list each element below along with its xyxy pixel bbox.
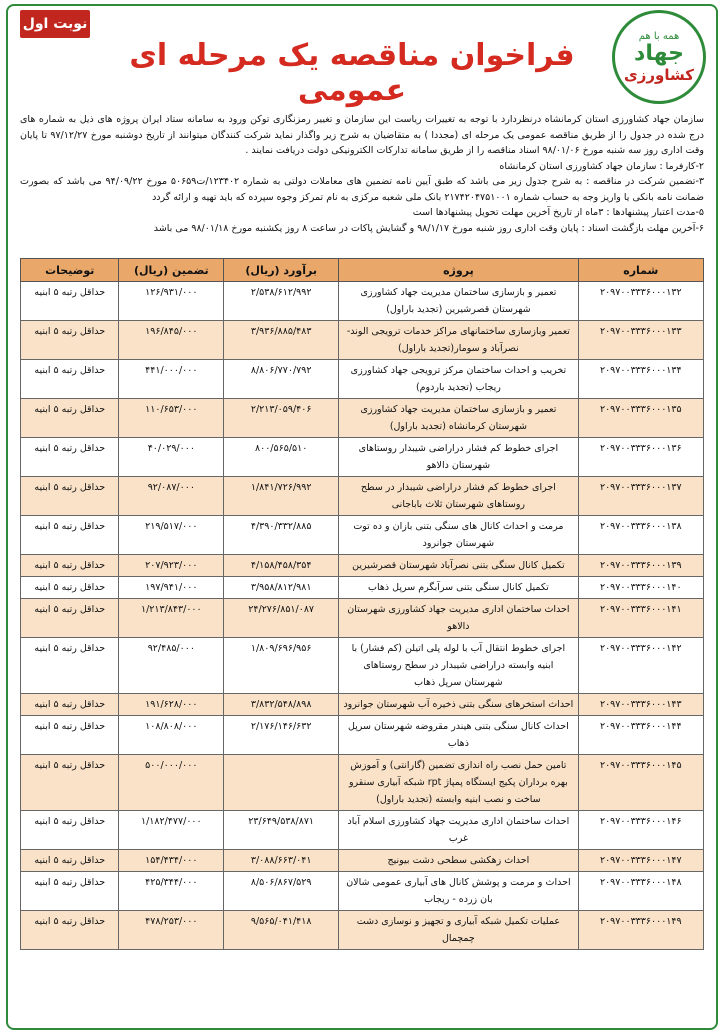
row-estimate: ۱/۸۴۱/۷۲۶/۹۹۲: [224, 477, 339, 516]
row-number: ۲۰۹۷۰۰۳۳۳۶۰۰۰۱۳۸: [578, 516, 703, 555]
row-estimate: ۲۴/۲۷۶/۸۵۱/۰۸۷: [224, 599, 339, 638]
intro-paragraph: ۶-آخرین مهلت بازگشت اسناد : پایان وقت اداری روز شنبه مورخ ۹۸/۱/۱۷ و گشایش پاکات در ساعت ۸ روز یکشنبه مورخ ۹۸/۰۱/۱۸ می باشد: [153, 222, 704, 234]
row-number: ۲۰۹۷۰۰۳۳۳۶۰۰۰۱۳۶: [578, 438, 703, 477]
table-row: [21, 577, 704, 599]
row-notes: حداقل رتبه ۵ ابنیه: [21, 911, 119, 950]
intro-text: [20, 112, 704, 236]
table-row: [21, 399, 704, 438]
logo-main-text: جهاد: [634, 40, 684, 66]
row-project: مرمت و احداث کانال های سنگی بتنی بازان و ده توت شهرستان جوانرود: [339, 516, 578, 555]
row-number: ۲۰۹۷۰۰۳۳۳۶۰۰۰۱۳۹: [578, 555, 703, 577]
row-number: ۲۰۹۷۰۰۳۳۳۶۰۰۰۱۳۷: [578, 477, 703, 516]
row-notes: حداقل رتبه ۵ ابنیه: [21, 399, 119, 438]
row-estimate: ۳/۸۳۲/۵۴۸/۸۹۸: [224, 694, 339, 716]
row-notes: حداقل رتبه ۵ ابنیه: [21, 872, 119, 911]
row-notes: حداقل رتبه ۵ ابنیه: [21, 577, 119, 599]
row-guarantee: ۴۷۸/۲۵۳/۰۰۰: [119, 911, 224, 950]
row-guarantee: ۱۲۶/۹۳۱/۰۰۰: [119, 282, 224, 321]
table-row: [21, 599, 704, 638]
row-guarantee: ۲۰۷/۹۲۳/۰۰۰: [119, 555, 224, 577]
row-notes: حداقل رتبه ۵ ابنیه: [21, 694, 119, 716]
row-notes: حداقل رتبه ۵ ابنیه: [21, 438, 119, 477]
header-guarantee: تضمین (ریال): [119, 259, 224, 282]
row-number: ۲۰۹۷۰۰۳۳۳۶۰۰۰۱۴۳: [578, 694, 703, 716]
row-notes: حداقل رتبه ۵ ابنیه: [21, 360, 119, 399]
row-number: ۲۰۹۷۰۰۳۳۳۶۰۰۰۱۳۵: [578, 399, 703, 438]
row-project: احداث زهکشی سطحی دشت بیونیج: [339, 850, 578, 872]
row-guarantee: ۴۲۵/۳۴۴/۰۰۰: [119, 872, 224, 911]
header-number: شماره: [578, 259, 703, 282]
row-project: احداث کانال سنگی بتنی هیندر مقروضه شهرستان سرپل ذهاب: [339, 716, 578, 755]
table-row: [21, 911, 704, 950]
row-estimate: ۴/۱۵۸/۴۵۸/۳۵۴: [224, 555, 339, 577]
table-row: [21, 321, 704, 360]
row-project: تکمیل کانال سنگی بتنی نصرآباد شهرستان قصرشیرین: [339, 555, 578, 577]
table-header-row: [21, 259, 704, 282]
table-row: [21, 638, 704, 694]
row-notes: حداقل رتبه ۵ ابنیه: [21, 850, 119, 872]
intro-paragraph: ۳-تضمین شرکت در مناقصه : به شرح جدول زیر می باشد که طبق آیین نامه تضمین های معاملات دولتی به شماره ۱۲۳۴۰۲/ت۵۰۶۵۹ مورخ ۹۴/۰۹/۲۲ می باشد که بصورت ضمانت نامه بانکی یا واریز وجه به حساب شماره ۲۱۷۴۲۰۴۷۵۱۰۰۱ بانک ملی شعبه مرکزی به نام تمرکز وجوه سپرده که باید تهیه و ارائه گردد: [20, 176, 704, 203]
row-guarantee: ۱۹۶/۸۴۵/۰۰۰: [119, 321, 224, 360]
table-row: [21, 811, 704, 850]
row-number: ۲۰۹۷۰۰۳۳۳۶۰۰۰۱۴۸: [578, 872, 703, 911]
row-project: احداث استخرهای سنگی بتنی ذخیره آب شهرستان جوانرود: [339, 694, 578, 716]
row-estimate: ۲۳/۶۴۹/۵۳۸/۸۷۱: [224, 811, 339, 850]
row-project: تخریب و احداث ساختمان مرکز ترویجی جهاد کشاورزی ریجاب (تجدید باردوم): [339, 360, 578, 399]
header-estimate: برآورد (ریال): [224, 259, 339, 282]
row-notes: حداقل رتبه ۵ ابنیه: [21, 755, 119, 811]
row-number: ۲۰۹۷۰۰۳۳۳۶۰۰۰۱۳۴: [578, 360, 703, 399]
row-number: ۲۰۹۷۰۰۳۳۳۶۰۰۰۱۴۵: [578, 755, 703, 811]
table-row: [21, 694, 704, 716]
row-project: اجرای خطوط انتقال آب با لوله پلی اتیلن (کم فشار) با ابنیه وابسته دراراضی شیبدار در سطح روستاهای شهرستان سرپل ذهاب: [339, 638, 578, 694]
row-project: اجرای خطوط کم فشار دراراضی شیبدار در سطح روستاهای شهرستان ثلاث باباجانی: [339, 477, 578, 516]
table-row: [21, 438, 704, 477]
row-guarantee: ۴۰/۰۲۹/۰۰۰: [119, 438, 224, 477]
row-number: ۲۰۹۷۰۰۳۳۳۶۰۰۰۱۳۲: [578, 282, 703, 321]
row-guarantee: ۱۱۰/۶۵۳/۰۰۰: [119, 399, 224, 438]
row-guarantee: ۹۲/۰۸۷/۰۰۰: [119, 477, 224, 516]
row-notes: حداقل رتبه ۵ ابنیه: [21, 477, 119, 516]
row-project: تعمیر وبازسازی ساختمانهای مراکز خدمات ترویجی الوند- نصرآباد و سومار(تجدید باراول): [339, 321, 578, 360]
row-notes: حداقل رتبه ۵ ابنیه: [21, 555, 119, 577]
row-number: ۲۰۹۷۰۰۳۳۳۶۰۰۰۱۴۶: [578, 811, 703, 850]
table-row: [21, 516, 704, 555]
row-estimate: ۹/۵۶۵/۰۴۱/۴۱۸: [224, 911, 339, 950]
row-number: ۲۰۹۷۰۰۳۳۳۶۰۰۰۱۴۲: [578, 638, 703, 694]
table-row: [21, 477, 704, 516]
table-row: [21, 872, 704, 911]
row-project: اجرای خطوط کم فشار دراراضی شیبدار روستاهای شهرستان دالاهو: [339, 438, 578, 477]
intro-paragraph: سازمان جهاد کشاورزی استان کرمانشاه درنظردارد با توجه به تغییرات ریاست این سازمان و تغییر رمزنگاری توکن ورود به سامانه ستاد ایران پروژه های ذیل به شماره های درج شده در جدول را از طریق مناقصه عمومی یک مرحله ای (مجددا ) به متقاضیان به شرح زیر واگذار نماید شرکت کنندگان میتوانند از تاریخ دوشنبه مورخ ۹۷/۱۲/۲۷ تا پایان وقت اداری روز سه شنبه مورخ ۹۸/۰۱/۰۶ اسناد مناقصه را از طریق سامانه تدارکات الکترونیکی دولت دریافت نمایند .: [20, 114, 704, 156]
row-project: تامین حمل نصب راه اندازی تضمین (گارانتی) و آموزش بهره برداران پکیج ایستگاه پمپاژ rpt شبکه آبیاری سنقرو ساخت و نصب ابنیه وابسته (تجدید باراول): [339, 755, 578, 811]
row-number: ۲۰۹۷۰۰۳۳۳۶۰۰۰۱۴۷: [578, 850, 703, 872]
row-number: ۲۰۹۷۰۰۳۳۳۶۰۰۰۱۴۰: [578, 577, 703, 599]
row-guarantee: ۱۰۸/۸۰۸/۰۰۰: [119, 716, 224, 755]
row-project: تعمیر و بازسازی ساختمان مدیریت جهاد کشاورزی شهرستان کرمانشاه (تجدید باراول): [339, 399, 578, 438]
row-estimate: ۸/۵۰۶/۸۶۷/۵۲۹: [224, 872, 339, 911]
header-notes: توضیحات: [21, 259, 119, 282]
row-guarantee: ۱/۲۱۳/۸۴۳/۰۰۰: [119, 599, 224, 638]
page-title: فراخوان مناقصه یک مرحله ای عمومی: [129, 38, 575, 108]
row-notes: حداقل رتبه ۵ ابنیه: [21, 321, 119, 360]
row-estimate: ۱/۸۰۹/۶۹۶/۹۵۶: [224, 638, 339, 694]
row-project: احداث و مرمت و پوشش کانال های آبیاری عمومی شالان بان زرده - ریجاب: [339, 872, 578, 911]
table-row: [21, 850, 704, 872]
row-estimate: ۴/۳۹۰/۳۳۲/۸۸۵: [224, 516, 339, 555]
row-project: احداث ساختمان اداری مدیریت جهاد کشاورزی اسلام آباد غرب: [339, 811, 578, 850]
table-row: [21, 555, 704, 577]
row-guarantee: ۱۹۱/۶۲۸/۰۰۰: [119, 694, 224, 716]
row-estimate: ۸۰۰/۵۶۵/۵۱۰: [224, 438, 339, 477]
tender-table: [20, 258, 704, 950]
intro-paragraph: ۵-مدت اعتبار پیشنهادها : ۳ماه از تاریخ آخرین مهلت تحویل پیشنهادها است: [412, 207, 704, 218]
row-number: ۲۰۹۷۰۰۳۳۳۶۰۰۰۱۴۴: [578, 716, 703, 755]
row-number: ۲۰۹۷۰۰۳۳۳۶۰۰۰۱۴۹: [578, 911, 703, 950]
row-estimate: [224, 755, 339, 811]
row-notes: حداقل رتبه ۵ ابنیه: [21, 516, 119, 555]
row-guarantee: ۴۴۱/۰۰۰/۰۰۰: [119, 360, 224, 399]
row-number: ۲۰۹۷۰۰۳۳۳۶۰۰۰۱۳۳: [578, 321, 703, 360]
row-guarantee: ۱/۱۸۲/۴۷۷/۰۰۰: [119, 811, 224, 850]
row-estimate: ۲/۲۱۳/۰۵۹/۴۰۶: [224, 399, 339, 438]
row-notes: حداقل رتبه ۵ ابنیه: [21, 716, 119, 755]
row-project: احداث ساختمان اداری مدیریت جهاد کشاورزی شهرستان دالاهو: [339, 599, 578, 638]
row-estimate: ۲/۵۳۸/۶۱۲/۹۹۲: [224, 282, 339, 321]
row-notes: حداقل رتبه ۵ ابنیه: [21, 638, 119, 694]
table-row: [21, 716, 704, 755]
intro-paragraph: ۲-کارفرما : سازمان جهاد کشاورزی استان کرمانشاه: [499, 160, 704, 172]
row-estimate: ۲/۱۷۶/۱۴۶/۶۳۲: [224, 716, 339, 755]
logo-top-text: همه با هم: [638, 30, 680, 42]
row-guarantee: ۹۲/۴۸۵/۰۰۰: [119, 638, 224, 694]
row-estimate: ۸/۸۰۶/۷۷۰/۷۹۲: [224, 360, 339, 399]
row-guarantee: ۱۵۴/۴۳۴/۰۰۰: [119, 850, 224, 872]
row-project: عملیات تکمیل شبکه آبیاری و تجهیز و نوسازی دشت چمچمال: [339, 911, 578, 950]
row-project: تکمیل کانال سنگی بتنی سرآبگرم سرپل ذهاب: [339, 577, 578, 599]
table-row: [21, 360, 704, 399]
row-guarantee: ۵۰۰/۰۰۰/۰۰۰: [119, 755, 224, 811]
row-project: تعمیر و بازسازی ساختمان مدیریت جهاد کشاورزی شهرستان قصرشیرین (تجدید باراول): [339, 282, 578, 321]
row-guarantee: ۱۹۷/۹۴۱/۰۰۰: [119, 577, 224, 599]
row-estimate: ۳/۰۸۸/۶۶۳/۰۴۱: [224, 850, 339, 872]
table-row: [21, 755, 704, 811]
table-row: [21, 282, 704, 321]
jahad-logo: [612, 10, 706, 104]
header-project: پروژه: [339, 259, 578, 282]
row-estimate: ۳/۹۵۸/۸۱۲/۹۸۱: [224, 577, 339, 599]
row-notes: حداقل رتبه ۵ ابنیه: [21, 282, 119, 321]
row-notes: حداقل رتبه ۵ ابنیه: [21, 599, 119, 638]
logo-sub-text: کشاورزی: [624, 65, 694, 84]
row-guarantee: ۲۱۹/۵۱۷/۰۰۰: [119, 516, 224, 555]
row-estimate: ۳/۹۳۶/۸۸۵/۴۸۳: [224, 321, 339, 360]
edition-badge: نوبت اول: [20, 10, 90, 38]
row-notes: حداقل رتبه ۵ ابنیه: [21, 811, 119, 850]
row-number: ۲۰۹۷۰۰۳۳۳۶۰۰۰۱۴۱: [578, 599, 703, 638]
